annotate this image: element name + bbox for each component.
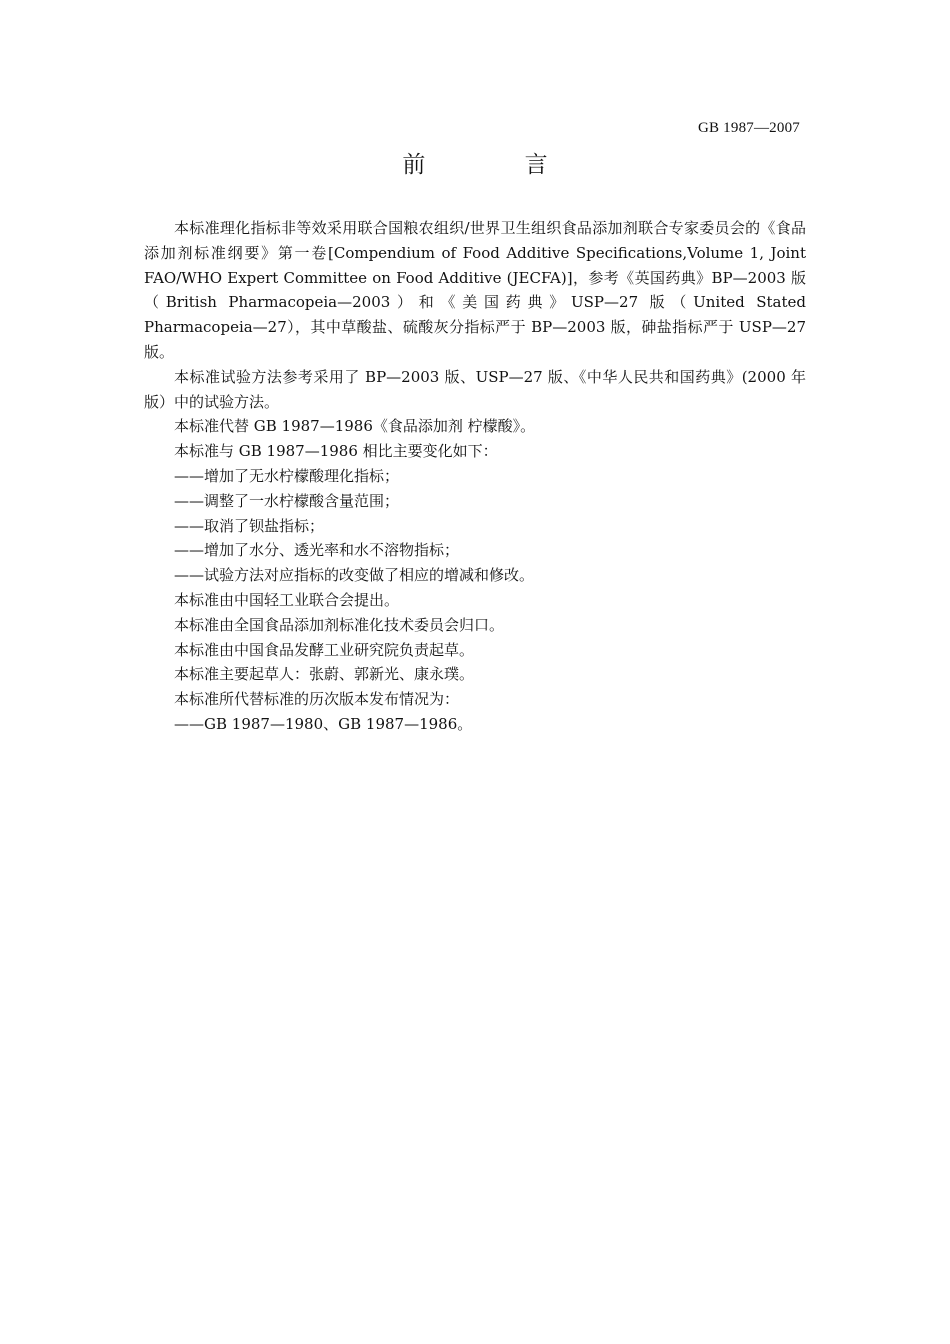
foreword-body [144, 216, 806, 737]
list-item-change: ——增加了水分、透光率和水不溶物指标； [174, 541, 460, 560]
paragraph-test-methods: 本标准试验方法参考采用了 BP—2003 版、USP—27 版、《中华人民共和国药典》(2000 年版）中的试验方法。 [144, 367, 806, 411]
list-item-change: ——取消了钡盐指标； [174, 516, 325, 535]
list-item-change: ——增加了无水柠檬酸理化指标； [174, 466, 400, 485]
line-changes-intro: 本标准与 GB 1987—1986 相比主要变化如下： [174, 442, 498, 461]
line-centralized-by: 本标准由全国食品添加剂标准化技术委员会归口。 [174, 615, 505, 634]
line-drafted-by: 本标准由中国食品发酵工业研究院负责起草。 [174, 640, 475, 659]
list-item-change: ——试验方法对应指标的改变做了相应的增减和修改。 [174, 566, 535, 585]
line-previous-editions-intro: 本标准所代替标准的历次版本发布情况为： [174, 690, 460, 709]
standard-code: GB 1987—2007 [698, 120, 800, 136]
line-drafters: 本标准主要起草人：张蔚、郭新光、康永璞。 [174, 665, 475, 684]
page-title: 前 言 [402, 152, 594, 178]
list-item-change: ——调整了一水柠檬酸含量范围； [174, 491, 400, 510]
list-item-previous-editions: ——GB 1987—1980、GB 1987—1986。 [174, 714, 473, 733]
line-proposed-by: 本标准由中国轻工业联合会提出。 [174, 590, 400, 609]
line-replaces: 本标准代替 GB 1987—1986《食品添加剂 柠檬酸》。 [174, 417, 536, 436]
paragraph-adoption: 本标准理化指标非等效采用联合国粮农组织/世界卫生组织食品添加剂联合专家委员会的《食品添加剂标准纲要》第一卷[Compendium of Food Additive Specifications,Volume 1, Joint FAO/WHO Expert Committee on Food Additive (JECFA)]，参考《英国药典》BP—2003 版（British Pharmacopeia—2003）和《美国药典》USP—27 版（United Stated Pharmacopeia—27），其中草酸盐、硫酸灰分指标严于 BP—2003 版，砷盐指标严于 USP—27 版。 [144, 219, 806, 361]
